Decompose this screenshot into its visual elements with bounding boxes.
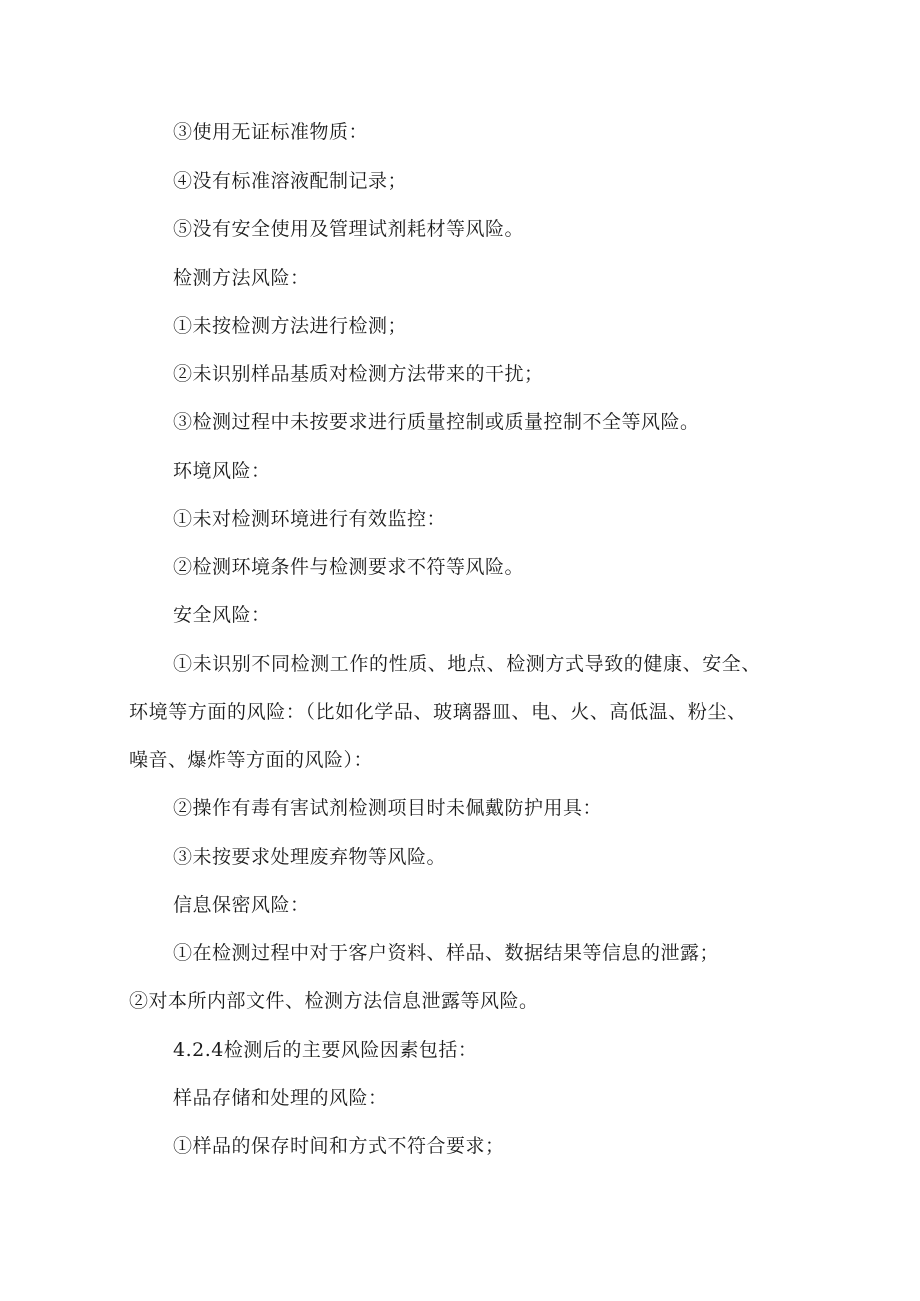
section-heading: 检测方法风险：	[173, 267, 310, 289]
text-line: ①未识别不同检测工作的性质、地点、检测方式导致的健康、安全、	[173, 653, 762, 675]
text-line: 环境等方面的风险：（比如化学品、玻璃器皿、电、火、高低温、粉尘、	[129, 701, 747, 723]
text-line: ②检测环境条件与检测要求不符等风险。	[173, 556, 525, 578]
section-heading: 样品存储和处理的风险：	[173, 1087, 388, 1109]
text-line: ①未对检测环境进行有效监控：	[173, 508, 447, 530]
section-heading: 4.2.4检测后的主要风险因素包括：	[173, 1039, 478, 1061]
text-line: ②对本所内部文件、检测方法信息泄露等风险。	[129, 990, 539, 1012]
text-line: 噪音、爆炸等方面的风险）：	[129, 749, 374, 771]
section-heading: 环境风险：	[173, 460, 271, 482]
text-line: ①未按检测方法进行检测；	[173, 315, 408, 337]
text-line: ③未按要求处理废弃物等风险。	[173, 846, 447, 868]
text-line: ④没有标准溶液配制记录；	[173, 170, 408, 192]
text-line: ①样品的保存时间和方式不符合要求；	[173, 1135, 505, 1157]
section-heading: 安全风险：	[173, 604, 271, 626]
text-line: ②未识别样品基质对检测方法带来的干扰；	[173, 363, 544, 385]
section-heading: 信息保密风险：	[173, 894, 310, 916]
text-line: ⑤没有安全使用及管理试剂耗材等风险。	[173, 218, 525, 240]
text-line: ①在检测过程中对于客户资料、样品、数据结果等信息的泄露；	[173, 942, 720, 964]
text-line: ②操作有毒有害试剂检测项目时未佩戴防护用具：	[173, 797, 603, 819]
text-line: ③检测过程中未按要求进行质量控制或质量控制不全等风险。	[173, 411, 700, 433]
text-line: ③使用无证标准物质：	[173, 121, 369, 143]
